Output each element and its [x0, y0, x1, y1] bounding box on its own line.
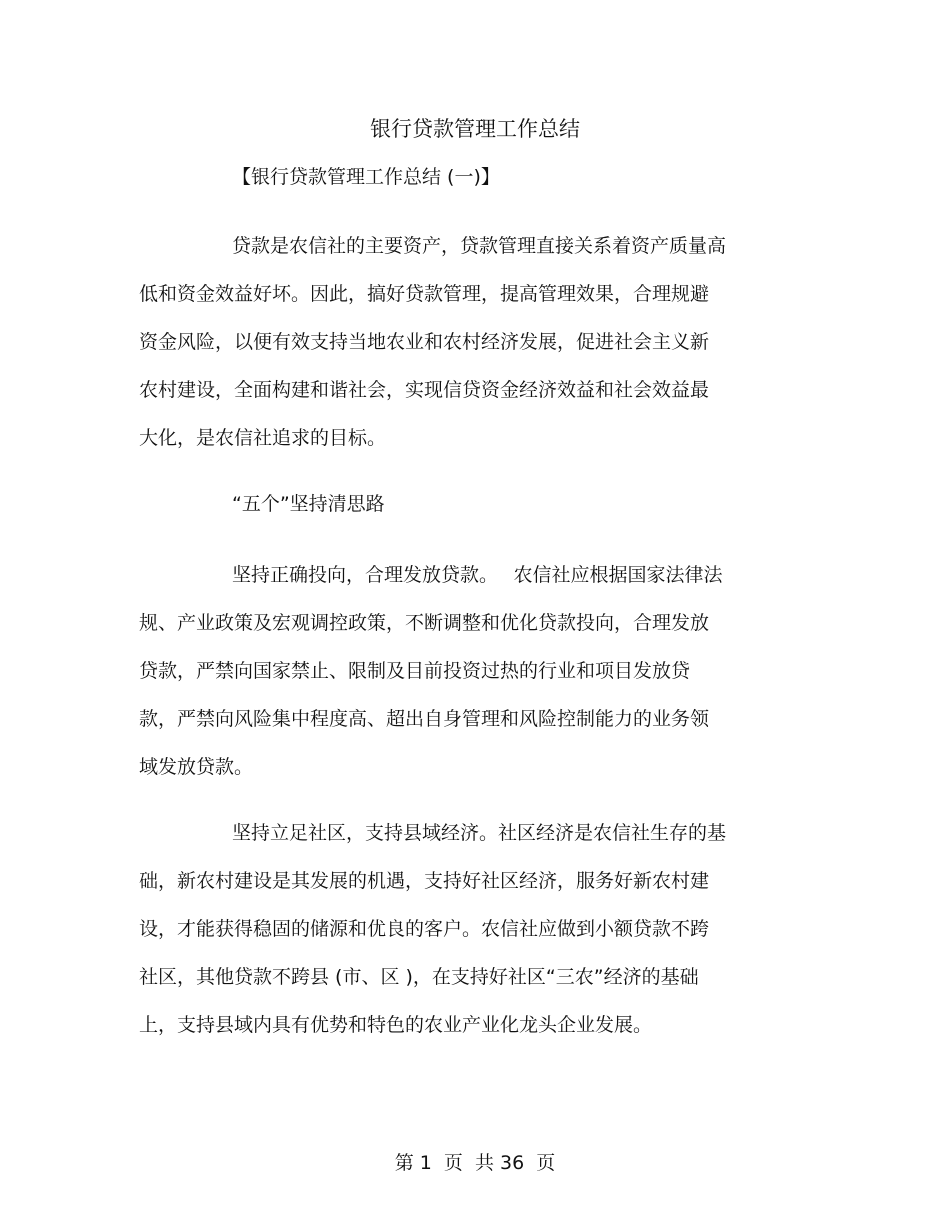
page-footer	[0, 1148, 950, 1178]
paragraph-line: 设，才能获得稳固的储源和优良的客户。农信社应做到小额贷款不跨	[139, 918, 710, 940]
paragraph-community	[139, 809, 763, 1049]
paragraph-line: 规、产业政策及宏观调控政策，不断调整和优化贷款投向，合理发放	[139, 612, 710, 634]
document-subtitle: 【银行贷款管理工作总结 (一)】	[232, 166, 500, 188]
document-title: 银行贷款管理工作总结	[370, 117, 580, 141]
paragraph-line: 贷款是农信社的主要资产，贷款管理直接关系着资产质量高	[232, 235, 727, 257]
paragraph-line: 贷款，严禁向国家禁止、限制及目前投资过热的行业和项目发放贷	[139, 660, 691, 682]
paragraph-line: 农村建设，全面构建和谐社会，实现信贷资金经济效益和社会效益最	[139, 379, 710, 401]
paragraph-line: 社区，其他贷款不跨县 (市、区 )，在支持好社区“三农”经济的基础	[139, 966, 699, 988]
paragraph-line: 低和资金效益好坏。因此，搞好贷款管理，提高管理效果，合理规避	[139, 283, 710, 305]
paragraph-line: 资金风险，以便有效支持当地农业和农村经济发展，促进社会主义新	[139, 331, 710, 353]
paragraph-line: 础，新农村建设是其发展的机遇，支持好社区经济，服务好新农村建	[139, 870, 710, 892]
paragraph-line: 大化，是农信社追求的目标。	[139, 427, 387, 449]
section-heading: “五个”坚持清思路	[232, 493, 385, 515]
paragraph-line: 坚持立足社区，支持县域经济。社区经济是农信社生存的基	[232, 822, 727, 844]
paragraph-intro	[139, 222, 763, 462]
paragraph-investment	[139, 551, 763, 791]
paragraph-line: 上，支持县域内具有优势和特色的农业产业化龙头企业发展。	[139, 1014, 653, 1036]
paragraph-line: 款，严禁向风险集中程度高、超出自身管理和风险控制能力的业务领	[139, 708, 710, 730]
paragraph-line: 坚持正确投向，合理发放贷款。 农信社应根据国家法律法	[232, 564, 723, 586]
page-number: 第 1 页 共 36 页	[394, 1152, 556, 1174]
paragraph-line: 域发放贷款。	[139, 756, 254, 778]
